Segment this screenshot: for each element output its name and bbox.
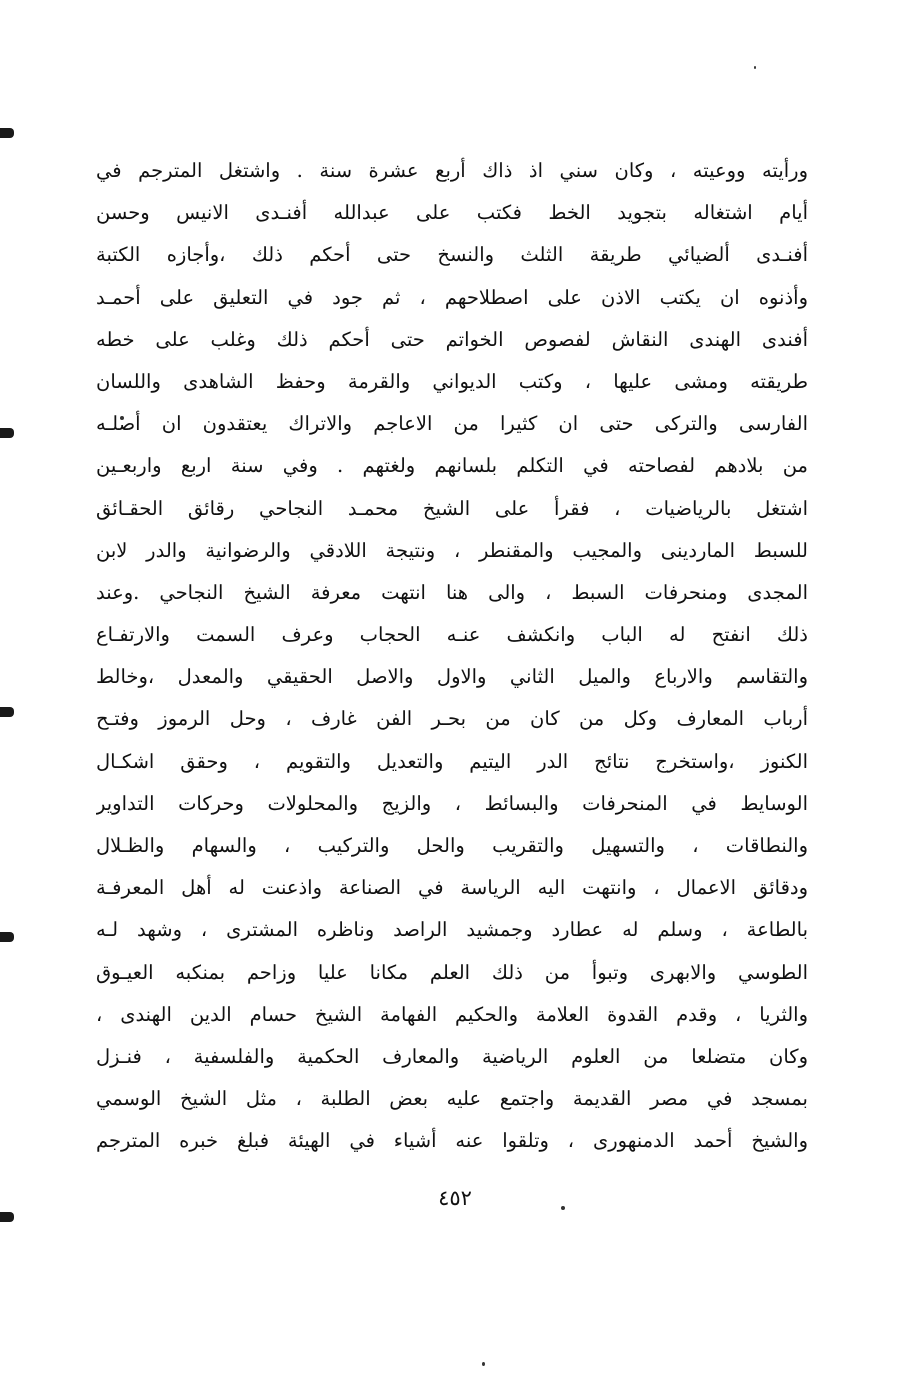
text-line: للسبط الماردينى والمجيب والمقنطر ، ونتيجة اللادقي والرضوانية والدر لابن <box>96 538 808 562</box>
ink-speck <box>754 66 756 69</box>
text-line: طريقته ومشى عليها ، وكتب الديواني والقرمة وحفظ الشاهدى واللسان <box>96 369 808 393</box>
text-line: أفنـدى ألضيائي طريقة الثلث والنسخ حتى أحكم ذلك ،وأجازه الكتبة <box>96 243 808 267</box>
text-line: ودقائق الاعمال ، وانتهت اليه الرياسة في الصناعة واذعنت له أهل المعرفـة <box>96 876 808 900</box>
text-line: والشيخ أحمد الدمنهورى ، وتلقوا عنه أشياء في الهيئة فبلغ خبره المترجم <box>96 1129 808 1153</box>
text-line: وكان متضلعا من العلوم الرياضية والمعارف الحكمية والفلسفية ، فنـزل <box>96 1044 808 1068</box>
binding-mark <box>0 932 14 942</box>
text-line: أفندى الهندى النقاش لفصوص الخواتم حتى أحكم ذلك وغلب على خطه <box>96 327 808 351</box>
binding-mark <box>0 128 14 138</box>
binding-mark <box>0 428 14 438</box>
ink-speck <box>482 1362 485 1366</box>
binding-mark <box>0 707 14 717</box>
text-line: بالطاعة ، وسلم له عطارد وجمشيد الراصد وناظره المشترى ، وشهد لـه <box>96 918 808 942</box>
text-line: الكنوز ،واستخرج نتائج الدر اليتيم والتعديل والتقويم ، وحقق اشكـال <box>96 749 808 773</box>
text-line: الطوسي والابهرى وتبوأ من ذلك العلم مكانا عليا وزاحم بمنكبه العيـوق <box>96 960 808 984</box>
text-line: الفارسى والتركى حتى ان كثيرا من الاعاجم والاتراك يعتقدون ان أصلـه <box>96 412 808 436</box>
text-line: ورأيته ووعيته ، وكان سني اذ ذاك أربع عشرة سنة . واشتغل المترجم في <box>96 159 808 182</box>
ink-speck <box>561 1206 565 1210</box>
text-line: الوسايط في المنحرفات والبسائط ، والزيج والمحلولات وحركات التداوير <box>96 791 808 815</box>
text-line: والنطاقات ، والتسهيل والتقريب والحل والتركيب ، والسهام والظـلال <box>96 834 808 857</box>
page-number: ٤٥٢ <box>438 1186 472 1210</box>
text-line: والثريا ، وقدم القدوة العلامة والحكيم الفهامة الشيخ حسام الدين الهندى ، <box>96 1002 808 1026</box>
text-line: أيام اشتغاله بتجويد الخط فكتب على عبدالله أفنـدى الانيس وحسن <box>96 201 808 225</box>
text-line: والتقاسم والارباع والميل الثاني والاول والاصل الحقيقي والمعدل ،وخالط <box>96 665 808 689</box>
text-line: اشتغل بالرياضيات ، فقرأ على الشيخ محمـد النجاحي رقائق الحقـائق <box>96 496 808 520</box>
text-line: وأذنوه ان يكتب الاذن على اصطلاحهم ، ثم جود في التعليق على أحمـد <box>96 285 808 309</box>
text-line: من بلادهم لفصاحته في التكلم بلسانهم ولغتهم . وفي سنة اربع واربعـين <box>96 454 808 478</box>
text-line: بمسجد في مصر القديمة واجتمع عليه بعض الطلبة ، مثل الشيخ الوسمي <box>96 1087 808 1111</box>
text-line: المجدى ومنحرفات السبط ، والى هنا انتهت معرفة الشيخ النجاحي .وعند <box>96 580 808 604</box>
text-line: ذلك انفتح له الباب وانكشف عنـه الحجاب وعرف السمت والارتفـاع <box>96 623 808 647</box>
body-text <box>96 150 808 1163</box>
text-line: أرباب المعارف وكل من كان من بحـر الفن غارف ، وحل الرموز وفتـح <box>96 707 808 731</box>
binding-mark <box>0 1212 14 1222</box>
